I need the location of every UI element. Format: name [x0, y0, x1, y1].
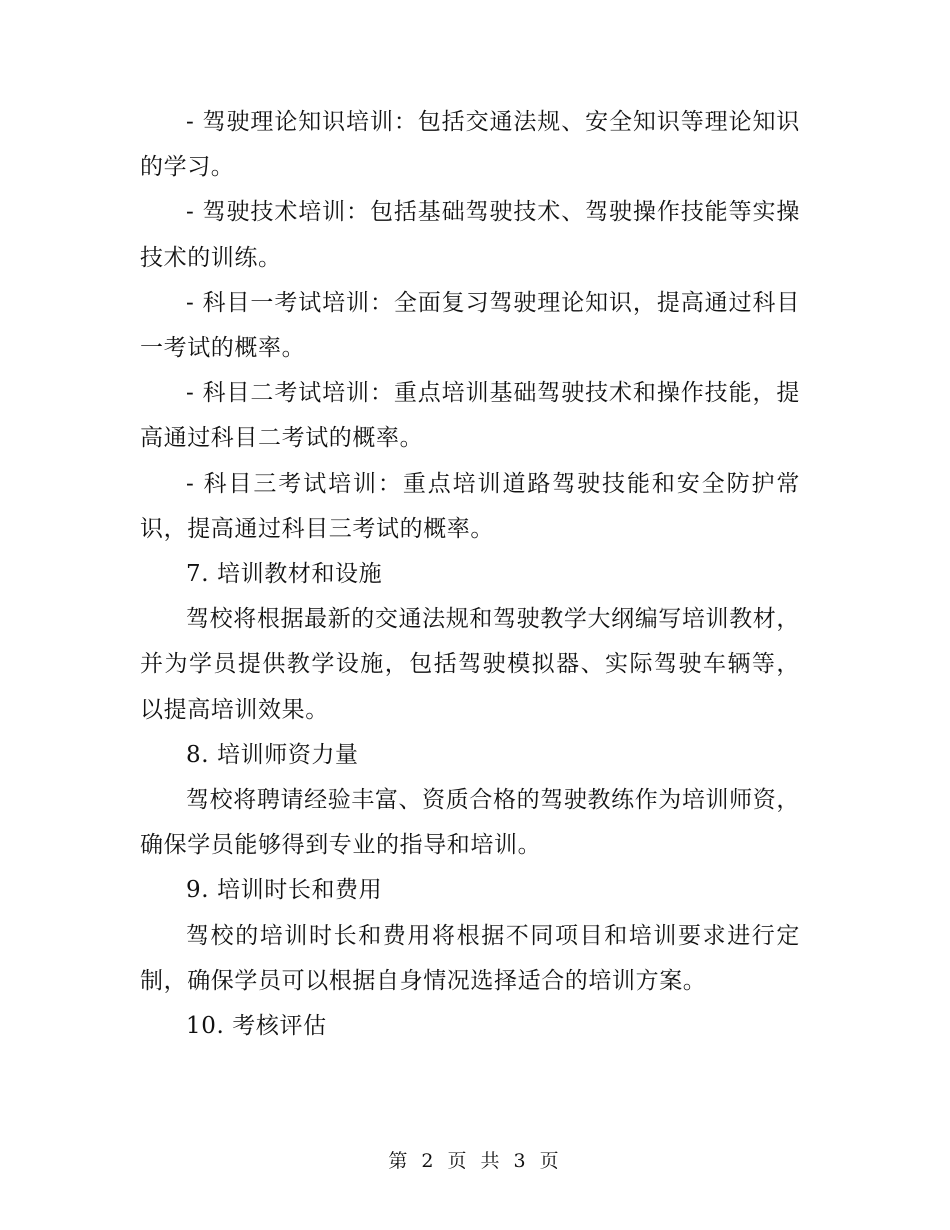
paragraph-instructors: 驾校将聘请经验丰富、资质合格的驾驶教练作为培训师资，确保学员能够得到专业的指导和培训。: [140, 787, 800, 859]
list-item-theory-training: - 驾驶理论知识培训：包括交通法规、安全知识等理论知识的学习。: [140, 109, 800, 181]
paragraph-materials: 驾校将根据最新的交通法规和驾驶教学大纲编写培训教材，并为学员提供教学设施，包括驾驶模拟器、实际驾驶车辆等，以提高培训效果。: [140, 606, 800, 723]
list-item-subject-one-training: - 科目一考试培训：全面复习驾驶理论知识，提高通过科目一考试的概率。: [140, 289, 800, 362]
section-heading-assessment: 10. 考核评估: [186, 1013, 327, 1040]
list-item-skills-training: - 驾驶技术培训：包括基础驾驶技术、驾驶操作技能等实操技术的训练。: [140, 199, 800, 271]
list-item-subject-three-training: - 科目三考试培训：重点培训道路驾驶技能和安全防护常识，提高通过科目三考试的概率。: [140, 470, 800, 542]
document-body: [140, 100, 800, 1049]
paragraph-duration-fees: 驾校的培训时长和费用将根据不同项目和培训要求进行定制，确保学员可以根据自身情况选择适合的培训方案。: [140, 922, 800, 994]
page-number-footer: 第 2 页 共 3 页: [388, 1150, 562, 1172]
list-item-subject-two-training: - 科目二考试培训：重点培训基础驾驶技术和操作技能，提高通过科目二考试的概率。: [140, 380, 800, 452]
section-heading-materials: 7. 培训教材和设施: [186, 561, 383, 588]
section-heading-duration-fees: 9. 培训时长和费用: [186, 877, 383, 904]
section-heading-instructors: 8. 培训师资力量: [186, 741, 359, 768]
